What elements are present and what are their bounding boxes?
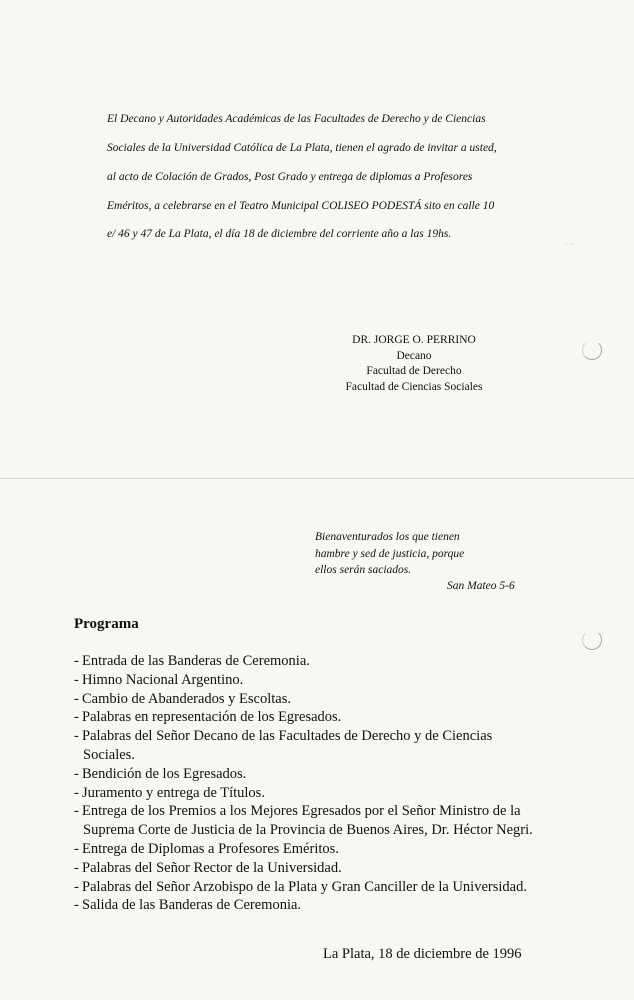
programa-item-text: Entrega de los Premios a los Mejores Egresados por el Señor Ministro de la — [82, 803, 521, 820]
epigraph-line: hambre y sed de justicia, porque — [315, 548, 465, 560]
bullet-dash: - — [74, 784, 79, 801]
bullet-dash: - — [74, 690, 79, 707]
programa-item — [74, 652, 574, 671]
paper-speck: ˙ˑ· — [564, 238, 577, 252]
bullet-dash: - — [74, 653, 79, 669]
programa-item — [74, 878, 574, 897]
programa-item-text: Palabras en representación de los Egresados. — [82, 709, 342, 726]
programa-item — [74, 840, 574, 859]
programa-item — [74, 727, 574, 765]
programa-item-text: Salida de las Banderas de Ceremonia. — [82, 897, 302, 914]
programa-item — [74, 690, 574, 709]
epigraph-line: ellos serán saciados. — [315, 564, 412, 576]
page-fold-line — [0, 478, 634, 479]
programa-item-text: Palabras del Señor Rector de la Universidad. — [82, 859, 342, 876]
programa-item-text: Palabras del Señor Decano de las Facultades de Derecho y de Ciencias — [82, 728, 493, 745]
signatory-faculty: Facultad de Ciencias Sociales — [345, 380, 483, 393]
dateline: La Plata, 18 de diciembre de 1996 — [323, 946, 522, 962]
punch-hole — [582, 340, 602, 360]
epigraph-line: Bienaventurados los que tienen — [315, 531, 460, 543]
programa-item-text: Juramento y entrega de Títulos. — [82, 784, 265, 801]
bullet-dash: - — [74, 897, 79, 914]
bullet-dash: - — [74, 878, 79, 895]
signatory-faculty: Facultad de Derecho — [366, 365, 462, 377]
bullet-dash: - — [74, 803, 79, 820]
programa-list — [74, 652, 574, 915]
programa-item-text: Himno Nacional Argentino. — [82, 671, 244, 688]
invitation-line: Sociales de la Universidad Católica de La Plata, tienen el agrado de invitar a usted, — [107, 142, 497, 154]
signatory-role: Decano — [396, 349, 432, 362]
invitation-line: Eméritos, a celebrarse en el Teatro Municipal COLISEO PODESTÁ sito en calle 10 — [107, 200, 495, 212]
bullet-dash: - — [74, 859, 79, 876]
invitation-line: e/ 46 y 47 de La Plata, el día 18 de diciembre del corriente año a las 19hs. — [107, 228, 452, 240]
programa-item — [74, 765, 574, 784]
programa-item-continuation: Suprema Corte de Justicia de la Provincia de Buenos Aires, Dr. Héctor Negri. — [83, 822, 533, 839]
signature-block — [330, 333, 498, 395]
programa-item-text: Bendición de los Egresados. — [82, 765, 247, 782]
programa-item-continuation: Sociales. — [83, 746, 135, 763]
programa-item-text: Palabras del Señor Arzobispo de la Plata y Gran Canciller de la Universidad. — [82, 878, 527, 895]
programa-item-text: Entrega de Diplomas a Profesores Eméritos. — [82, 840, 339, 857]
programa-item-text: Entrada de las Banderas de Ceremonia. — [82, 653, 310, 669]
punch-hole — [582, 630, 602, 650]
bullet-dash: - — [74, 709, 79, 726]
programa-item — [74, 708, 574, 727]
bullet-dash: - — [74, 765, 79, 782]
programa-item-text: Cambio de Abanderados y Escoltas. — [82, 690, 291, 707]
signatory-name: DR. JORGE O. PERRINO — [352, 334, 476, 346]
epigraph-citation: San Mateo 5-6 — [447, 580, 515, 592]
bullet-dash: - — [74, 671, 79, 688]
programa-item — [74, 859, 574, 878]
invitation-line: al acto de Colación de Grados, Post Grado y entrega de diplomas a Profesores — [107, 171, 473, 183]
programa-item — [74, 671, 574, 690]
bullet-dash: - — [74, 840, 79, 857]
programa-item — [74, 896, 574, 915]
invitation-line: El Decano y Autoridades Académicas de las Facultades de Derecho y de Ciencias — [107, 113, 486, 125]
programa-title: Programa — [74, 616, 139, 632]
programa-item — [74, 784, 574, 803]
bullet-dash: - — [74, 728, 79, 745]
programa-item — [74, 802, 574, 840]
